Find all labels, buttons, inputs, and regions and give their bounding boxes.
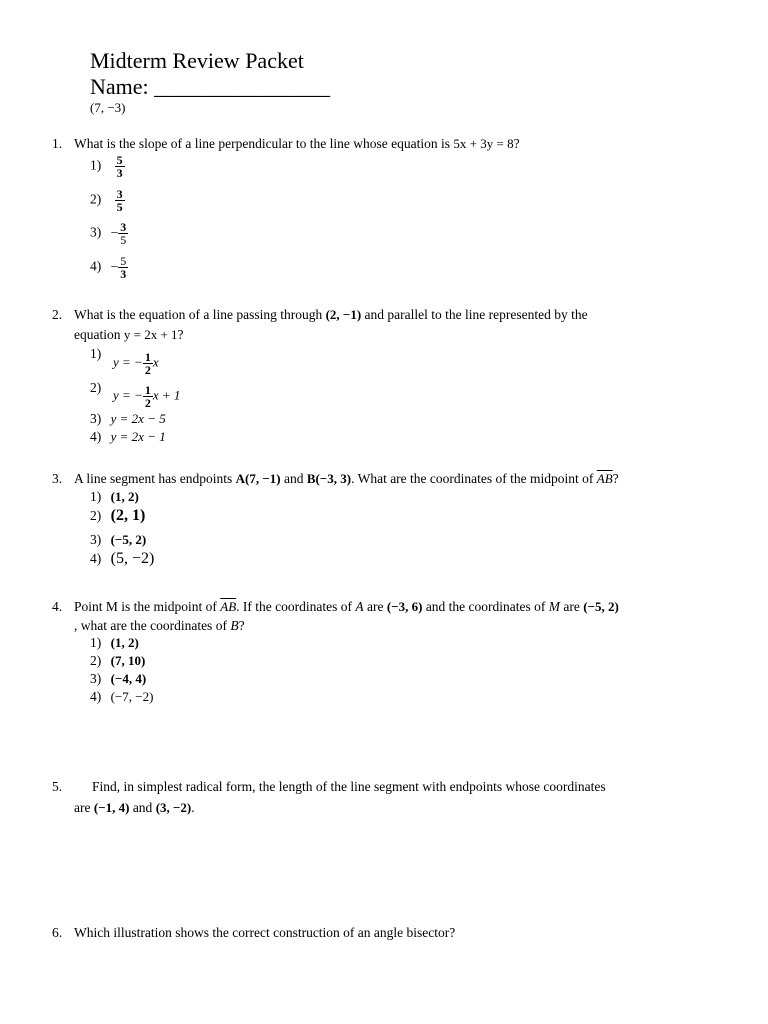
question-3-and: and: [283, 471, 304, 486]
question-1-prompt: What is the slope of a line perpendicular to the line whose equation is: [74, 136, 451, 151]
question-3-point-a: A(7, −1): [235, 471, 281, 486]
option-label: 1): [90, 346, 102, 361]
question-6-number: 6.: [52, 925, 63, 940]
option-expression: y = 2x − 1: [110, 429, 166, 444]
q2-option-1[interactable]: [90, 345, 101, 362]
q1-option-1[interactable]: [90, 154, 125, 179]
option-expression: (1, 2): [110, 635, 139, 650]
option-label: 4): [90, 689, 102, 704]
question-4-prompt: Point M is the midpoint of: [74, 599, 217, 614]
option-expression: y = 2x − 5: [110, 411, 166, 426]
option-label: 3): [90, 532, 102, 547]
q2-option-2[interactable]: [90, 379, 101, 396]
option-fraction: $\frac{5}{3}$: [120, 254, 127, 281]
option-label: 4): [90, 551, 102, 566]
question-1-number: 1.: [52, 136, 63, 151]
q1-option-2[interactable]: [90, 188, 125, 213]
question-3-number: 3.: [52, 471, 63, 486]
question-2-end: ?: [177, 327, 184, 342]
q4-option-3[interactable]: [90, 670, 146, 687]
question-5-line-2: [74, 799, 195, 816]
question-1-end: ?: [513, 136, 520, 151]
q3-option-4[interactable]: [90, 550, 154, 567]
option-expression: (1, 2): [110, 489, 139, 504]
question-4-prompt-cont-3: , what are the coordinates of: [74, 618, 227, 633]
option-label: 2): [90, 508, 102, 523]
question-6-text: Which illustration shows the correct construction of an angle bisector?: [74, 925, 456, 940]
option-label: 2): [90, 191, 102, 207]
option-expression: (5, −2): [110, 550, 155, 567]
question-2-point: (2, −1): [325, 307, 362, 322]
question-5-line-1: Find, in simplest radical form, the length of the line segment with endpoints whose coordinates: [92, 779, 606, 794]
question-2-line-2: [74, 326, 184, 343]
page-title: Midterm Review Packet: [90, 48, 304, 73]
option-label: 4): [90, 429, 102, 444]
header-note: (7, −3): [90, 100, 126, 115]
option-fraction: $\frac{1}{2}$: [144, 383, 151, 410]
option-label: 2): [90, 653, 102, 668]
question-3-prompt-cont: . What are the coordinates of the midpoint of: [351, 471, 594, 486]
question-4-prompt-cont-2: and the coordinates of: [425, 599, 546, 614]
question-3-text: [74, 470, 619, 487]
q2-option-3[interactable]: [90, 410, 166, 427]
question-4-var-b: B: [230, 618, 239, 633]
q2-option-4[interactable]: [90, 428, 166, 445]
question-4-end: ?: [238, 618, 245, 633]
option-expression: (−7, −2): [110, 689, 154, 704]
option-label: 3): [90, 224, 102, 240]
question-5-end: .: [191, 800, 195, 815]
q2-option-2-expr: y = − $\frac{1}{2}$ x + 1: [113, 383, 181, 410]
option-sign: −: [110, 224, 119, 240]
option-label: 3): [90, 671, 102, 686]
option-label: 1): [90, 635, 102, 650]
question-5-are: are: [74, 800, 91, 815]
question-3-prompt: A line segment has endpoints: [74, 471, 233, 486]
question-4-var-a: A: [355, 599, 364, 614]
question-2-equation: y = 2x + 1: [123, 327, 178, 342]
question-4-are-2: are: [563, 599, 580, 614]
q3-option-1[interactable]: [90, 488, 139, 505]
option-fraction: $\frac{3}{5}$: [120, 220, 127, 247]
question-4-prompt-cont: . If the coordinates of: [236, 599, 352, 614]
question-3-point-b: B(−3, 3): [306, 471, 352, 486]
question-4-line-1: [74, 598, 619, 615]
question-4-number: 4.: [52, 599, 63, 614]
option-expression: (2, 1): [110, 507, 146, 524]
option-expression: (−4, 4): [110, 671, 147, 686]
question-1-equation: 5x + 3y = 8: [453, 136, 514, 151]
q4-option-4[interactable]: [90, 688, 153, 705]
question-4-line-2: [74, 617, 245, 634]
option-label: 3): [90, 411, 102, 426]
option-fraction: $\frac{1}{2}$: [144, 350, 151, 377]
question-4-point-m: (−5, 2): [583, 599, 619, 614]
question-2-prompt: What is the equation of a line passing through: [74, 307, 323, 322]
option-sign: −: [110, 258, 119, 274]
q3-option-2[interactable]: [90, 507, 145, 524]
question-5-point-a: (−1, 4): [93, 800, 130, 815]
option-label: 1): [90, 489, 102, 504]
question-5-number: 5.: [52, 779, 63, 794]
q2-option-1-expr: y = − $\frac{1}{2}$ x: [113, 350, 159, 377]
q4-option-1[interactable]: [90, 634, 139, 651]
name-line: Name: ________________: [90, 74, 331, 99]
q4-option-2[interactable]: [90, 652, 145, 669]
question-2-line-1: [74, 306, 588, 323]
question-2-equation-label: equation: [74, 327, 121, 342]
option-label: 4): [90, 258, 102, 274]
question-5-point-b: (3, −2): [155, 800, 192, 815]
question-2-number: 2.: [52, 307, 63, 322]
option-expression: (7, 10): [110, 653, 146, 668]
q3-option-3[interactable]: [90, 531, 146, 548]
option-expression: (−5, 2): [110, 532, 147, 547]
option-label: 1): [90, 157, 102, 173]
question-1-text: [74, 135, 520, 152]
question-4-are: are: [367, 599, 384, 614]
option-fraction: $\frac{5}{3}$: [116, 153, 123, 180]
question-2-prompt-cont: and parallel to the line represented by the: [364, 307, 588, 322]
q1-option-4[interactable]: [90, 255, 128, 280]
question-5-and: and: [132, 800, 153, 815]
question-3-end: ?: [612, 471, 619, 486]
option-label: 2): [90, 380, 102, 395]
question-3-segment: $\overline{AB}$: [596, 471, 613, 486]
question-4-segment: $\overline{AB}$: [220, 599, 237, 614]
q1-option-3[interactable]: [90, 221, 128, 246]
option-fraction: $\frac{3}{5}$: [116, 187, 123, 214]
question-4-var-m: M: [548, 599, 561, 614]
question-4-point-a: (−3, 6): [386, 599, 423, 614]
